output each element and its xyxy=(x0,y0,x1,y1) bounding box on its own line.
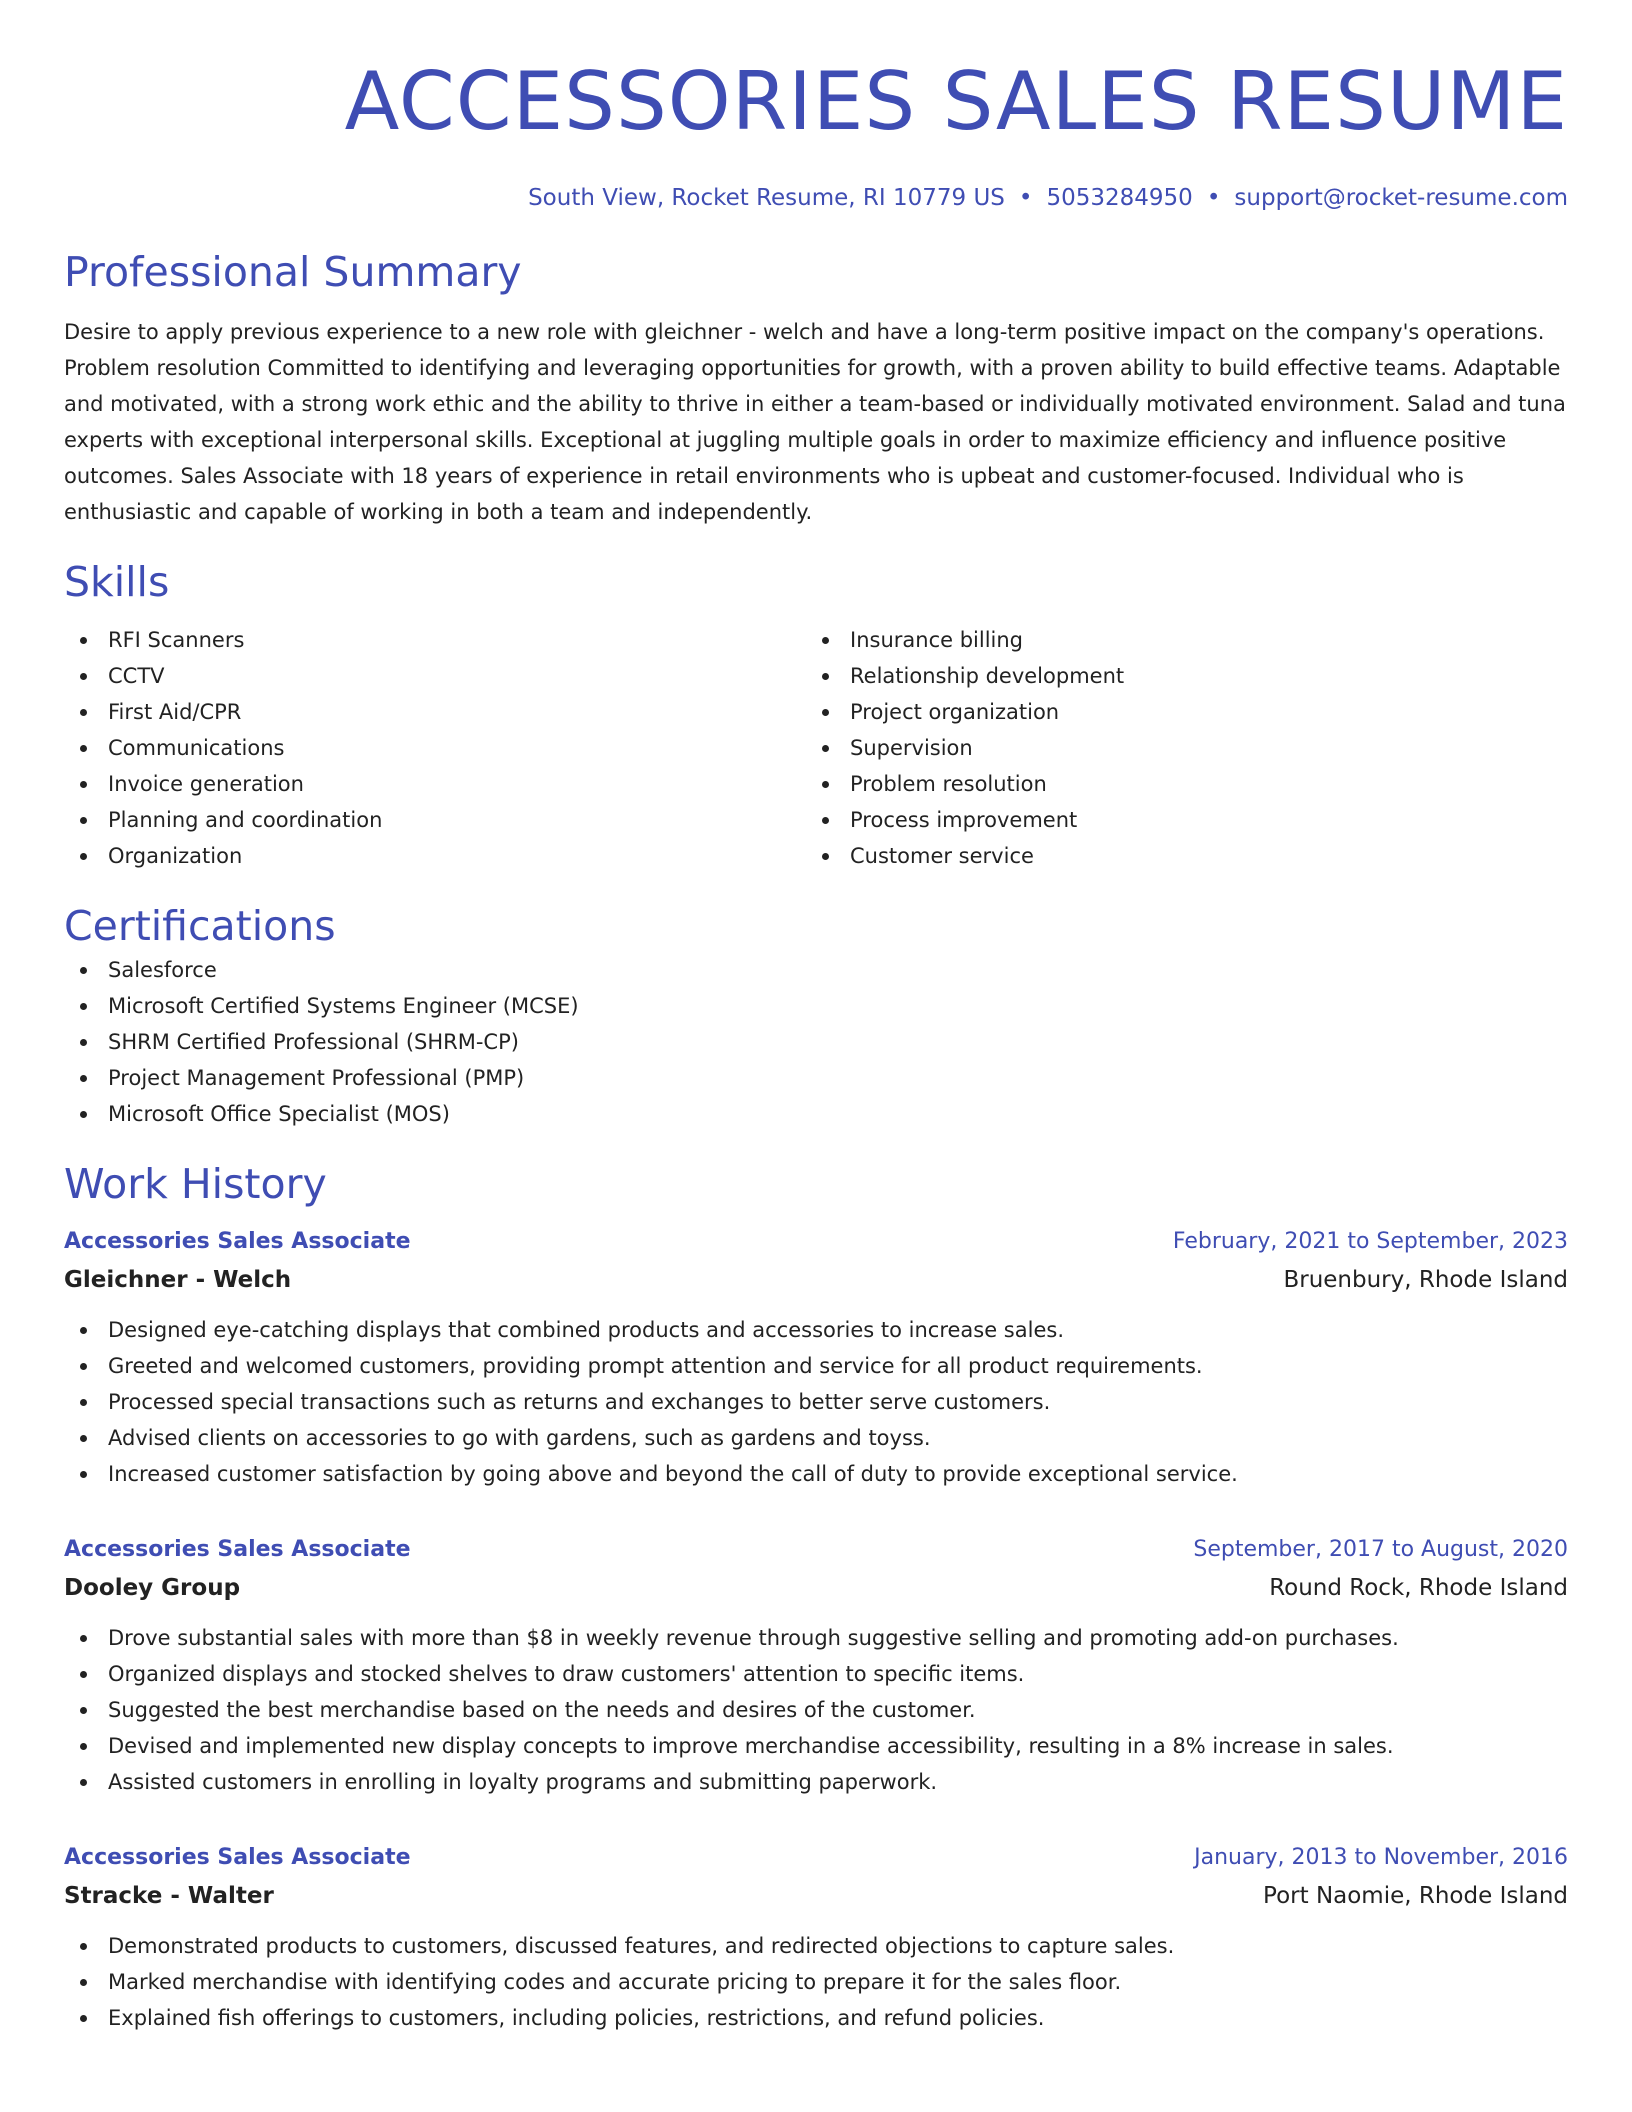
certifications-list xyxy=(64,952,1568,1132)
certification-item: Microsoft Office Specialist (MOS) xyxy=(64,1096,1568,1132)
job-company: Gleichner - Welch xyxy=(64,1267,292,1293)
job-entry xyxy=(64,1840,1568,2036)
job-bullet: Marked merchandise with identifying codes and accurate pricing to prepare it for the sales floor. xyxy=(64,1964,1568,2000)
certification-item: Microsoft Certified Systems Engineer (MCSE) xyxy=(64,988,1568,1024)
skills-list-left xyxy=(64,622,806,874)
job-header-row xyxy=(64,1532,1568,1568)
resume-header xyxy=(64,52,1568,214)
skill-item: Project organization xyxy=(806,694,1548,730)
job-role: Accessories Sales Associate xyxy=(64,1229,411,1254)
skill-item: Relationship development xyxy=(806,658,1548,694)
job-entry xyxy=(64,1532,1568,1800)
job-bullet: Explained fish offerings to customers, including policies, restrictions, and refund policies. xyxy=(64,2000,1568,2036)
resume-title: ACCESSORIES SALES RESUME xyxy=(344,55,1568,148)
certification-item: Project Management Professional (PMP) xyxy=(64,1060,1568,1096)
skill-item: First Aid/CPR xyxy=(64,694,806,730)
summary-heading: Professional Summary xyxy=(64,248,522,296)
job-bullet: Devised and implemented new display concepts to improve merchandise accessibility, resulting in a 8% increase in sales. xyxy=(64,1728,1568,1764)
job-company-row xyxy=(64,1568,1568,1608)
skill-item: RFI Scanners xyxy=(64,622,806,658)
contact-phone: 5053284950 xyxy=(1046,185,1193,211)
job-bullet: Demonstrated products to customers, discussed features, and redirected objections to capture sales. xyxy=(64,1928,1568,1964)
certifications-heading: Certifications xyxy=(64,902,336,950)
job-bullet: Designed eye-catching displays that combined products and accessories to increase sales. xyxy=(64,1312,1568,1348)
skill-item: Organization xyxy=(64,838,806,874)
job-header-row xyxy=(64,1840,1568,1876)
skill-item: CCTV xyxy=(64,658,806,694)
job-bullet: Organized displays and stocked shelves to draw customers' attention to specific items. xyxy=(64,1656,1568,1692)
separator-dot: • xyxy=(1206,185,1221,211)
job-bullet: Assisted customers in enrolling in loyalty programs and submitting paperwork. xyxy=(64,1764,1568,1800)
job-dates: January, 2013 to November, 2016 xyxy=(1194,1845,1568,1870)
contact-line xyxy=(64,182,1568,214)
skill-item: Customer service xyxy=(806,838,1548,874)
job-bullet: Greeted and welcomed customers, providing prompt attention and service for all product requirements. xyxy=(64,1348,1568,1384)
skill-item: Communications xyxy=(64,730,806,766)
separator-dot: • xyxy=(1018,185,1033,211)
job-dates: February, 2021 to September, 2023 xyxy=(1172,1229,1568,1254)
job-bullet: Drove substantial sales with more than $8 in weekly revenue through suggestive selling and promoting add-on purchases. xyxy=(64,1620,1568,1656)
job-bullets xyxy=(64,1620,1568,1800)
job-bullet: Advised clients on accessories to go with gardens, such as gardens and toyss. xyxy=(64,1420,1568,1456)
job-bullet: Processed special transactions such as returns and exchanges to better serve customers. xyxy=(64,1384,1568,1420)
skill-item: Invoice generation xyxy=(64,766,806,802)
job-company: Stracke - Walter xyxy=(64,1883,274,1909)
job-dates: September, 2017 to August, 2020 xyxy=(1193,1537,1568,1562)
job-entry xyxy=(64,1224,1568,1492)
skills-heading: Skills xyxy=(64,558,170,606)
job-bullet: Increased customer satisfaction by going above and beyond the call of duty to provide exceptional service. xyxy=(64,1456,1568,1492)
job-bullet: Suggested the best merchandise based on the needs and desires of the customer. xyxy=(64,1692,1568,1728)
contact-email: support@rocket-resume.com xyxy=(1234,185,1568,211)
job-company-row xyxy=(64,1876,1568,1916)
contact-address: South View, Rocket Resume, RI 10779 US xyxy=(528,185,1005,211)
job-role: Accessories Sales Associate xyxy=(64,1845,411,1870)
skill-item: Process improvement xyxy=(806,802,1548,838)
job-header-row xyxy=(64,1224,1568,1260)
skills-list-right xyxy=(806,622,1548,874)
skills-grid xyxy=(64,622,1568,874)
job-bullets xyxy=(64,1312,1568,1492)
job-location: Round Rock, Rhode Island xyxy=(1269,1575,1568,1601)
certification-item: Salesforce xyxy=(64,952,1568,988)
skill-item: Problem resolution xyxy=(806,766,1548,802)
certification-item: SHRM Certified Professional (SHRM-CP) xyxy=(64,1024,1568,1060)
job-bullets xyxy=(64,1928,1568,2036)
skill-item: Supervision xyxy=(806,730,1548,766)
job-company-row xyxy=(64,1260,1568,1300)
job-role: Accessories Sales Associate xyxy=(64,1537,411,1562)
job-company: Dooley Group xyxy=(64,1575,241,1601)
skill-item: Planning and coordination xyxy=(64,802,806,838)
job-location: Port Naomie, Rhode Island xyxy=(1263,1883,1568,1909)
summary-text: Desire to apply previous experience to a new role with gleichner - welch and have a long-term positive impact on the company's operations. Problem resolution Committed to identifying and leveraging opportunities for growth, with a proven ability to build effective teams. Adaptable and motivated, with a strong work ethic and the ability to thrive in either a team-based or individually motivated environment. Salad and tuna experts with exceptional interpersonal skills. Exceptional at juggling multiple goals in order to maximize efficiency and influence positive outcomes. Sales Associate with 18 years of experience in retail environments who is upbeat and customer-focused. Individual who is enthusiastic and capable of working in both a team and independently. xyxy=(64,320,1566,524)
work-history-heading: Work History xyxy=(64,1160,327,1208)
job-location: Bruenbury, Rhode Island xyxy=(1283,1267,1568,1293)
skill-item: Insurance billing xyxy=(806,622,1548,658)
